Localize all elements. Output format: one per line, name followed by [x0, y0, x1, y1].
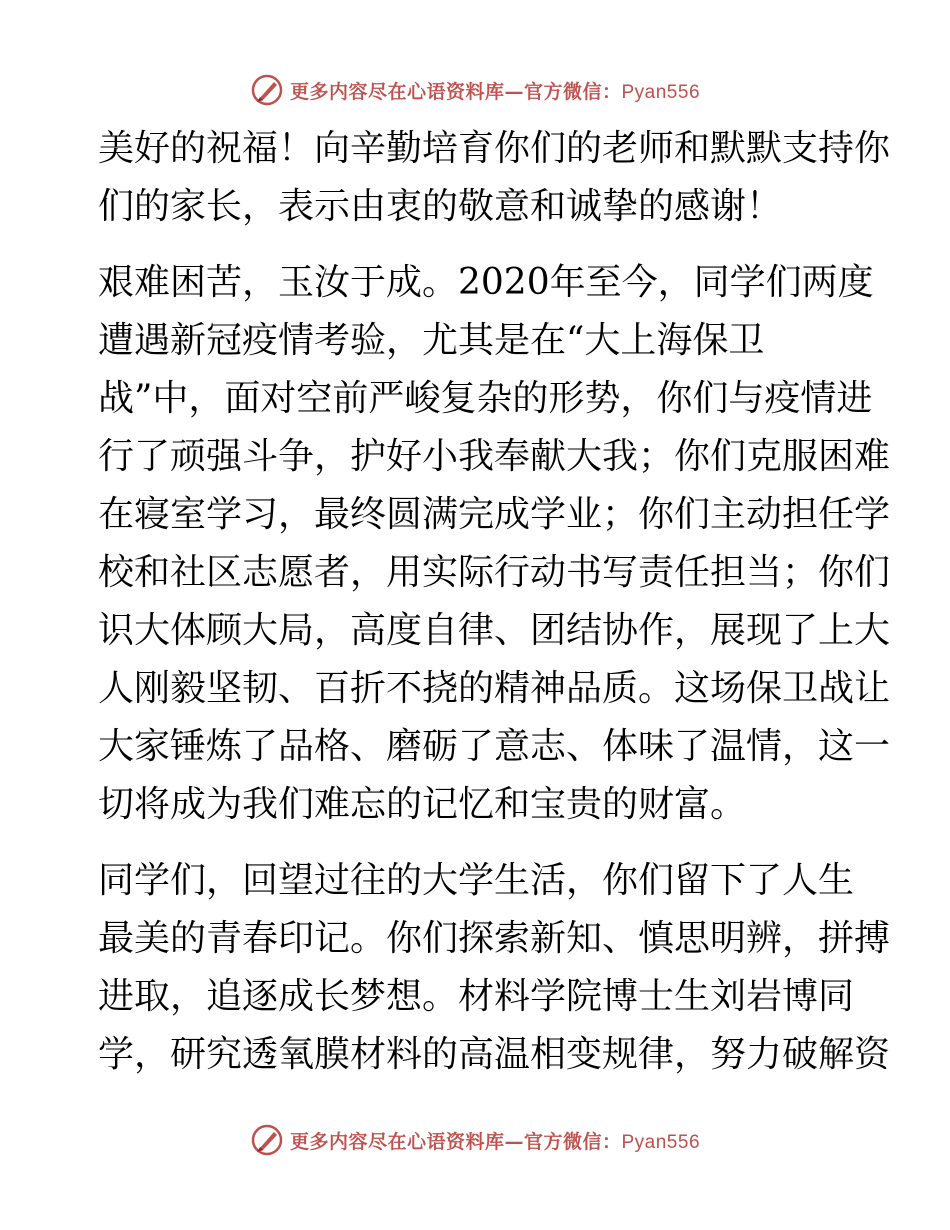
quill-pen-logo-icon — [250, 1123, 284, 1157]
text-line: 大家锤炼了品格、磨砺了意志、体味了温情，这一 — [98, 726, 891, 767]
text-line: 战”中，面对空前严峻复杂的形势，你们与疫情进 — [98, 378, 873, 419]
text-line: 进取，追逐成长梦想。材料学院博士生刘岩博同 — [98, 976, 855, 1017]
text-line: 遭遇新冠疫情考验，尤其是在“大上海保卫 — [98, 320, 765, 361]
text-line: 最美的青春印记。你们探索新知、慎思明辨，拼搏 — [98, 918, 891, 959]
paragraph-2 — [98, 254, 891, 834]
text-line: 艰难困苦，玉汝于成。2020年至今，同学们两度 — [98, 262, 874, 303]
text-line: 美好的祝福！向辛勤培育你们的老师和默默支持你 — [98, 128, 891, 169]
text-line: 同学们，回望过往的大学生活，你们留下了人生 — [98, 860, 855, 901]
text-line: 学，研究透氧膜材料的高温相变规律，努力破解资 — [98, 1034, 891, 1075]
text-line: 人刚毅坚韧、百折不挠的精神品质。这场保卫战让 — [98, 668, 891, 709]
text-line: 们的家长，表示由衷的敬意和诚挚的感谢！ — [98, 186, 783, 227]
paragraph-3 — [98, 852, 891, 1084]
text-line: 识大体顾大局，高度自律、团结协作，展现了上大 — [98, 610, 891, 651]
paragraph-1 — [98, 120, 891, 236]
watermark-text: 更多内容尽在心语资料库—官方微信：Pyan556 — [289, 80, 701, 103]
document-body — [98, 120, 891, 1084]
text-line: 行了顽强斗争，护好小我奉献大我；你们克服困难 — [98, 436, 891, 477]
text-line: 在寝室学习，最终圆满完成学业；你们主动担任学 — [98, 494, 891, 535]
quill-pen-logo-icon — [250, 73, 284, 107]
watermark-text: 更多内容尽在心语资料库—官方微信：Pyan556 — [289, 1130, 701, 1153]
footer-watermark — [0, 1120, 950, 1160]
text-line: 切将成为我们难忘的记忆和宝贵的财富。 — [98, 784, 747, 825]
text-line: 校和社区志愿者，用实际行动书写责任担当；你们 — [98, 552, 891, 593]
header-watermark — [0, 70, 950, 110]
